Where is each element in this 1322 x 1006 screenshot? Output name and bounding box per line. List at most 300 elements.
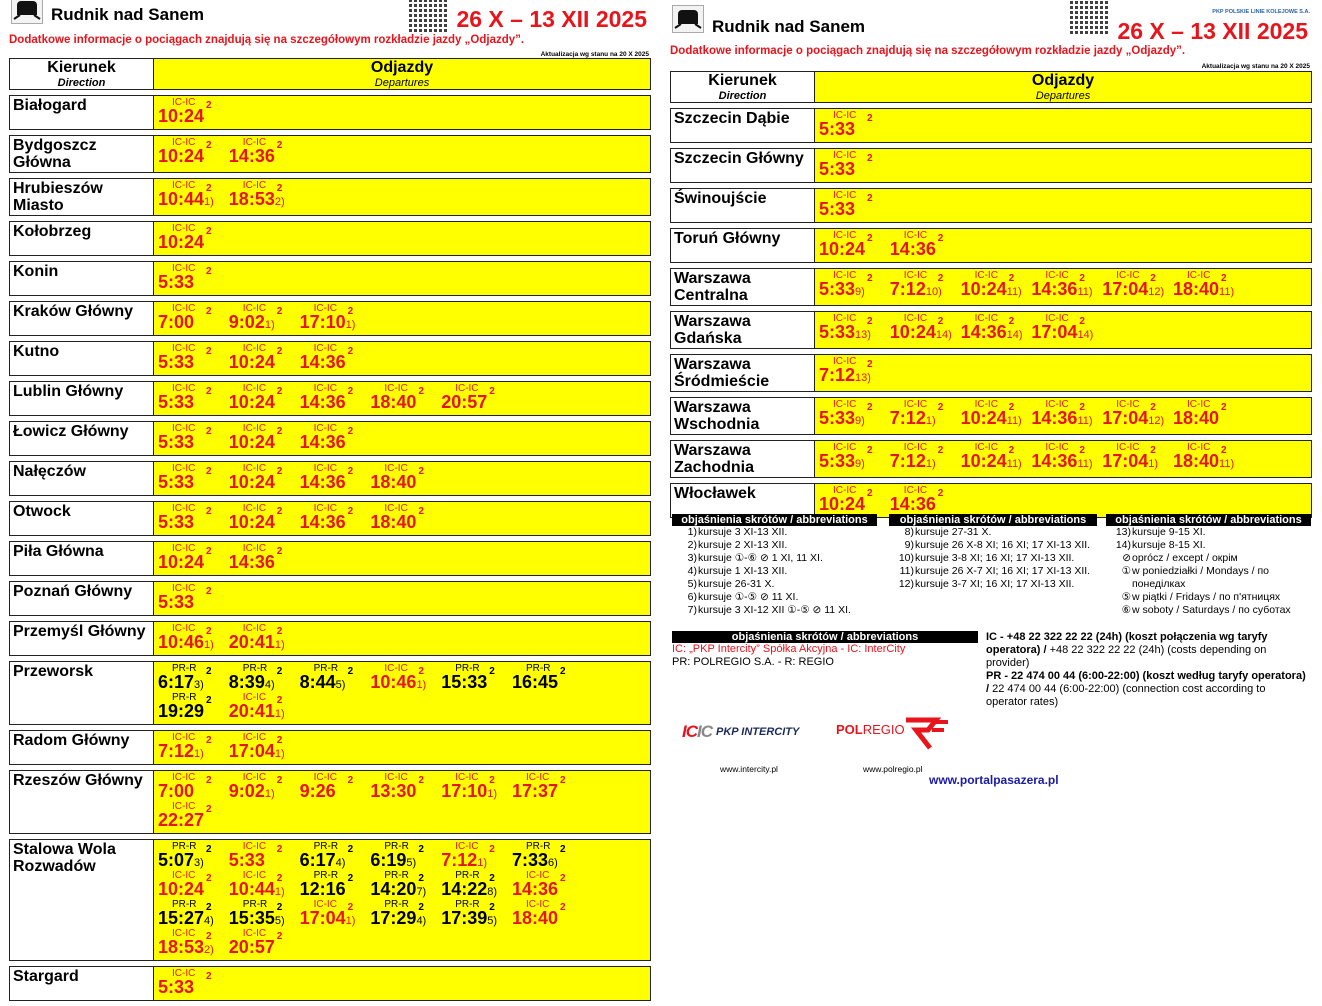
travel-class: 2 bbox=[1220, 445, 1227, 456]
train-operator-category: IC-IC bbox=[525, 899, 550, 910]
train-operator-category: IC-IC bbox=[242, 772, 267, 783]
abbreviation-key: 9) bbox=[904, 539, 914, 551]
departure-entry bbox=[228, 544, 299, 573]
time-value: 14:36 bbox=[299, 352, 346, 372]
travel-class: 2 bbox=[206, 386, 212, 397]
time-value: 13:30 bbox=[370, 781, 417, 801]
travel-class: 2 bbox=[418, 844, 424, 855]
travel-class: 2 bbox=[206, 226, 212, 237]
time-value: 15:33 bbox=[441, 672, 488, 692]
departure-time bbox=[300, 353, 346, 375]
departure-entry bbox=[299, 464, 370, 493]
time-value: 7:12 bbox=[819, 365, 856, 385]
train-operator-category: IC-IC bbox=[833, 230, 857, 241]
travel-class: 2 bbox=[347, 775, 354, 786]
departure-entry bbox=[228, 693, 299, 722]
travel-class: 2 bbox=[276, 506, 283, 517]
departures-cell bbox=[815, 312, 1311, 348]
time-value: 17:10 bbox=[441, 781, 488, 801]
abbreviation-item bbox=[672, 539, 877, 552]
departure-time bbox=[158, 273, 194, 295]
abbreviations-title: objaśnienia skrótów / abbreviations bbox=[672, 631, 978, 643]
header bbox=[9, 0, 651, 58]
direction-name: Bydgoszcz Główna bbox=[10, 136, 154, 172]
direction-header bbox=[10, 59, 154, 89]
departure-time bbox=[158, 702, 204, 724]
table-row bbox=[9, 178, 651, 216]
time-value: 14:22 bbox=[441, 879, 488, 899]
train-operator-category: IC-IC bbox=[172, 383, 196, 394]
time-value: 10:24 bbox=[960, 279, 1007, 299]
travel-class: 2 bbox=[276, 902, 283, 913]
footnote-ref: 11) bbox=[1006, 286, 1022, 298]
time-value: 14:36 bbox=[1031, 451, 1078, 471]
departure-time bbox=[229, 938, 275, 960]
footnote-ref: 1) bbox=[925, 415, 936, 427]
table-row bbox=[670, 311, 1312, 349]
footnote-ref: 14) bbox=[1006, 329, 1023, 341]
departure-entry bbox=[157, 424, 228, 453]
time-value: 10:24 bbox=[158, 146, 205, 166]
travel-class: 2 bbox=[276, 735, 283, 746]
abbreviation-key: ① bbox=[1121, 565, 1131, 577]
departure-time bbox=[229, 147, 275, 169]
travel-class: 2 bbox=[559, 873, 566, 884]
abbreviation-key: 5) bbox=[687, 578, 697, 590]
validity-dates: 26 X – 13 XII 2025 bbox=[1117, 18, 1308, 44]
departure-time bbox=[370, 393, 416, 415]
departures-cell bbox=[154, 342, 650, 375]
departure-entry bbox=[157, 773, 228, 802]
time-value: 20:57 bbox=[228, 937, 275, 957]
train-operator-category: IC-IC bbox=[313, 503, 337, 514]
train-operator-category: IC-IC bbox=[313, 303, 337, 314]
table-row bbox=[9, 461, 651, 496]
travel-class: 2 bbox=[867, 113, 873, 124]
departure-entry bbox=[157, 584, 228, 613]
plk-logo: PKP POLSKIE LINIE KOLEJOWE S.A. bbox=[1212, 9, 1310, 15]
time-value: 5:33 bbox=[158, 472, 195, 492]
travel-class: 2 bbox=[559, 775, 566, 786]
departure-entry bbox=[818, 486, 889, 515]
time-value: 10:24 bbox=[960, 451, 1007, 471]
train-operator-category: IC-IC bbox=[1116, 270, 1140, 281]
departure-time bbox=[229, 353, 275, 375]
departure-entry bbox=[440, 900, 511, 929]
table-row bbox=[9, 95, 651, 130]
time-value: 5:33 bbox=[158, 432, 195, 452]
train-operator-category: PR-R bbox=[525, 841, 551, 852]
portal-pasazera-link[interactable]: www.portalpasazera.pl bbox=[929, 773, 1059, 787]
abbreviation-text: kursuje 26 X-7 XI; 16 XI; 17 XI-13 XII. bbox=[915, 565, 1091, 577]
travel-class: 2 bbox=[418, 775, 424, 786]
time-value: 10:24 bbox=[819, 494, 866, 514]
departure-entry bbox=[369, 664, 440, 693]
train-operator-category: IC-IC bbox=[903, 270, 928, 281]
abbreviation-text: kursuje 3 XI-13 XII. bbox=[698, 526, 788, 538]
departures-subtitle: Departures bbox=[1035, 90, 1091, 102]
departures-cell bbox=[154, 542, 650, 575]
time-value: 14:20 bbox=[370, 879, 417, 899]
train-operator-category: IC-IC bbox=[242, 423, 267, 434]
travel-class: 2 bbox=[937, 488, 944, 499]
travel-class: 2 bbox=[206, 844, 212, 855]
departure-time bbox=[158, 147, 204, 169]
travel-class: 2 bbox=[206, 140, 212, 151]
train-operator-category: IC-IC bbox=[172, 543, 196, 554]
time-value: 7:12 bbox=[889, 451, 926, 471]
train-operator-category: IC-IC bbox=[384, 503, 408, 514]
departure-time bbox=[300, 782, 336, 804]
departure-entry bbox=[1101, 271, 1172, 300]
train-operator-category: IC-IC bbox=[525, 870, 550, 881]
footnote-ref: 14) bbox=[1077, 329, 1094, 341]
direction-name: Warszawa Centralna bbox=[671, 269, 815, 305]
time-value: 5:07 bbox=[158, 850, 195, 870]
footnote-ref: 2) bbox=[204, 944, 214, 956]
abbreviation-key: 1) bbox=[687, 526, 697, 538]
travel-class: 2 bbox=[867, 273, 873, 284]
time-value: 7:12 bbox=[889, 408, 926, 428]
abbreviation-item bbox=[1106, 539, 1311, 552]
abbreviation-item bbox=[672, 591, 877, 604]
train-operator-category: IC-IC bbox=[833, 150, 857, 161]
departure-time bbox=[158, 233, 204, 255]
departure-entry bbox=[157, 544, 228, 573]
direction-name: Warszawa Gdańska bbox=[671, 312, 815, 348]
time-value: 5:33 bbox=[819, 451, 856, 471]
travel-class: 2 bbox=[206, 426, 212, 437]
travel-class: 2 bbox=[276, 546, 283, 557]
departure-entry bbox=[228, 304, 299, 333]
table-row bbox=[9, 730, 651, 765]
train-operator-category: IC-IC bbox=[172, 463, 196, 474]
time-value: 10:24 bbox=[228, 352, 275, 372]
travel-class: 2 bbox=[206, 666, 212, 677]
departure-entry bbox=[960, 314, 1031, 343]
time-value: 6:17 bbox=[158, 672, 195, 692]
footnote-ref: 9) bbox=[855, 415, 865, 427]
abbreviation-key: 10) bbox=[898, 552, 914, 564]
train-operator-category: IC-IC bbox=[974, 399, 998, 410]
time-value: 10:24 bbox=[228, 512, 275, 532]
abbreviation-key: ⑥ bbox=[1121, 604, 1131, 616]
table-row bbox=[9, 541, 651, 576]
travel-class: 2 bbox=[1008, 445, 1015, 456]
station-name: Rudnik nad Sanem bbox=[51, 5, 205, 24]
time-value: 10:24 bbox=[158, 106, 205, 126]
abbreviation-text: kursuje 26 X-8 XI; 16 XI; 17 XI-13 XII. bbox=[915, 539, 1091, 551]
table-row bbox=[670, 228, 1312, 263]
departure-time bbox=[229, 393, 275, 415]
travel-class: 2 bbox=[347, 666, 354, 677]
table-row bbox=[9, 221, 651, 256]
direction-name: Otwock bbox=[10, 502, 154, 535]
train-operator-category: IC-IC bbox=[1116, 399, 1140, 410]
departure-entry bbox=[157, 384, 228, 413]
departure-entry bbox=[157, 504, 228, 533]
travel-class: 2 bbox=[276, 844, 283, 855]
departure-time bbox=[158, 473, 194, 495]
departure-entry bbox=[889, 443, 960, 472]
table-row bbox=[670, 108, 1312, 143]
time-value: 18:40 bbox=[1172, 451, 1220, 471]
train-operator-category: PR-R bbox=[313, 841, 339, 852]
train-operator-category: IC-IC bbox=[525, 772, 550, 783]
departure-time bbox=[819, 160, 855, 182]
departure-entry bbox=[157, 181, 228, 210]
table-row bbox=[9, 261, 651, 296]
time-value: 14:36 bbox=[960, 322, 1007, 342]
departure-entry bbox=[228, 929, 299, 958]
departure-entry bbox=[1030, 443, 1101, 472]
travel-class: 2 bbox=[276, 466, 283, 477]
train-operator-category: IC-IC bbox=[833, 356, 857, 367]
departure-entry bbox=[369, 900, 440, 929]
departure-time bbox=[229, 313, 275, 335]
departure-time bbox=[890, 452, 936, 474]
footnote-ref: 7) bbox=[416, 886, 427, 898]
time-value: 18:40 bbox=[370, 512, 417, 532]
footnote-ref: 14) bbox=[935, 329, 952, 341]
operator-pr: PR: POLREGIO S.A. - R: REGIO bbox=[672, 656, 834, 668]
departure-entry bbox=[889, 231, 960, 260]
time-value: 7:12 bbox=[441, 850, 478, 870]
footnote-ref: 1) bbox=[925, 458, 936, 470]
time-value: 14:36 bbox=[299, 432, 346, 452]
table-row bbox=[670, 483, 1312, 518]
departure-time bbox=[890, 240, 936, 262]
time-value: 5:33 bbox=[158, 977, 195, 997]
footnote-ref: 4) bbox=[335, 857, 346, 869]
time-value: 10:24 bbox=[819, 239, 866, 259]
travel-class: 2 bbox=[418, 873, 424, 884]
departure-time bbox=[819, 323, 871, 345]
table-row bbox=[9, 839, 651, 961]
time-value: 22:27 bbox=[158, 810, 205, 830]
time-value: 5:33 bbox=[158, 592, 195, 612]
travel-class: 2 bbox=[867, 445, 873, 456]
direction-name: Przeworsk bbox=[10, 662, 154, 724]
travel-class: 2 bbox=[1079, 445, 1085, 456]
departure-entry bbox=[1172, 400, 1243, 429]
departure-entry bbox=[157, 138, 228, 167]
footnote-ref: 1) bbox=[416, 679, 427, 691]
travel-class: 2 bbox=[206, 546, 212, 557]
time-value: 17:37 bbox=[511, 781, 559, 801]
departure-time bbox=[229, 553, 275, 575]
travel-class: 2 bbox=[489, 873, 495, 884]
departures-cell bbox=[815, 189, 1311, 222]
abbreviation-item bbox=[1106, 552, 1311, 565]
direction-name: Kołobrzeg bbox=[10, 222, 154, 255]
footnote-ref: 13) bbox=[855, 372, 871, 384]
travel-class: 2 bbox=[206, 873, 212, 884]
direction-name: Piła Główna bbox=[10, 542, 154, 575]
table-row bbox=[670, 268, 1312, 306]
polregio-logo: POLREGIO bbox=[836, 722, 905, 737]
departure-entry bbox=[228, 504, 299, 533]
travel-class: 2 bbox=[276, 666, 283, 677]
abbreviation-item bbox=[889, 539, 1097, 552]
footnote-ref: 11) bbox=[1219, 458, 1235, 470]
abbreviation-item bbox=[672, 578, 877, 591]
departure-entry bbox=[157, 344, 228, 373]
abbreviation-item bbox=[889, 552, 1097, 565]
travel-class: 2 bbox=[276, 775, 283, 786]
footnote-ref: 5) bbox=[406, 857, 417, 869]
departure-entry bbox=[228, 624, 299, 653]
departures-cell bbox=[815, 355, 1311, 391]
train-operator-category: IC-IC bbox=[313, 772, 337, 783]
time-value: 10:24 bbox=[158, 552, 205, 572]
abbreviation-key: ⑤ bbox=[1121, 591, 1131, 603]
time-value: 14:36 bbox=[228, 146, 275, 166]
train-operator-category: IC-IC bbox=[313, 383, 337, 394]
travel-class: 2 bbox=[867, 488, 873, 499]
time-value: 14:36 bbox=[299, 512, 346, 532]
time-value: 14:36 bbox=[889, 494, 936, 514]
polregio-link[interactable]: www.polregio.pl bbox=[863, 764, 923, 774]
departure-entry bbox=[818, 191, 889, 220]
departures-cell bbox=[815, 229, 1311, 262]
direction-name: Kutno bbox=[10, 342, 154, 375]
departures-cell bbox=[154, 302, 650, 335]
departure-entry bbox=[228, 664, 299, 693]
travel-class: 2 bbox=[867, 233, 873, 244]
departures-cell bbox=[154, 96, 650, 129]
time-value: 17:39 bbox=[441, 908, 488, 928]
abbreviation-item bbox=[1106, 526, 1311, 539]
qr-code bbox=[409, 0, 447, 32]
train-operator-category: IC-IC bbox=[903, 313, 928, 324]
train-operator-category: IC-IC bbox=[455, 841, 479, 852]
departure-entry bbox=[1172, 443, 1243, 472]
departure-time bbox=[158, 433, 194, 455]
departure-entry bbox=[157, 304, 228, 333]
travel-class: 2 bbox=[559, 844, 566, 855]
time-value: 18:40 bbox=[1172, 279, 1220, 299]
departures-cell bbox=[815, 484, 1311, 517]
train-operator-category: IC-IC bbox=[242, 343, 267, 354]
train-operator-category: IC-IC bbox=[384, 663, 408, 674]
abbreviation-text: w soboty / Saturdays / по суботах bbox=[1132, 604, 1291, 616]
departure-entry bbox=[440, 871, 511, 900]
travel-class: 2 bbox=[206, 100, 212, 111]
departure-entry bbox=[369, 464, 440, 493]
departure-entry bbox=[299, 842, 370, 871]
train-operator-category: IC-IC bbox=[172, 503, 196, 514]
departure-entry bbox=[369, 384, 440, 413]
time-value: 18:40 bbox=[370, 472, 417, 492]
departure-time bbox=[158, 313, 194, 335]
departure-entry bbox=[818, 111, 889, 140]
train-operator-category: PR-R bbox=[525, 663, 551, 674]
abbreviation-key: 4) bbox=[687, 565, 697, 577]
departure-entry bbox=[157, 969, 228, 998]
departures-cell bbox=[154, 462, 650, 495]
travel-class: 2 bbox=[206, 506, 212, 517]
train-operator-category: IC-IC bbox=[833, 442, 857, 453]
departure-entry bbox=[299, 773, 370, 802]
table-header-row bbox=[670, 71, 1312, 103]
travel-class: 2 bbox=[1150, 445, 1156, 456]
travel-class: 2 bbox=[489, 666, 495, 677]
direction-name: Nałęczów bbox=[10, 462, 154, 495]
departure-time bbox=[1173, 409, 1219, 431]
time-value: 17:10 bbox=[299, 312, 346, 332]
time-value: 20:57 bbox=[441, 392, 488, 412]
departure-time bbox=[512, 782, 558, 804]
travel-class: 2 bbox=[937, 273, 944, 284]
ic-contact-en: +48 22 322 22 22 (24h) (costs depending on provider) bbox=[986, 644, 1267, 669]
train-operator-category: IC-IC bbox=[384, 383, 408, 394]
time-value: 5:33 bbox=[158, 272, 195, 292]
time-value: 10:24 bbox=[228, 392, 275, 412]
departures-header bbox=[154, 59, 650, 89]
table-row bbox=[670, 440, 1312, 478]
table-row bbox=[9, 501, 651, 536]
validity-dates: 26 X – 13 XII 2025 bbox=[456, 6, 647, 32]
travel-class: 2 bbox=[347, 346, 354, 357]
abbreviation-item bbox=[889, 526, 1097, 539]
footnote-ref: 11) bbox=[1077, 286, 1093, 298]
intercity-link[interactable]: www.intercity.pl bbox=[720, 764, 778, 774]
travel-class: 2 bbox=[347, 466, 354, 477]
train-operator-category: IC-IC bbox=[974, 442, 998, 453]
travel-class: 2 bbox=[867, 193, 873, 204]
travel-class: 2 bbox=[276, 306, 283, 317]
departure-entry bbox=[228, 842, 299, 871]
table-row bbox=[9, 770, 651, 834]
travel-class: 2 bbox=[206, 626, 212, 637]
departure-entry bbox=[818, 443, 889, 472]
departure-time bbox=[300, 473, 346, 495]
travel-class: 2 bbox=[206, 775, 212, 786]
abbreviation-text: w piątki / Fridays / по п'ятницях bbox=[1132, 591, 1281, 603]
travel-class: 2 bbox=[1008, 402, 1015, 413]
abbreviations-title: objaśnienia skrótów / abbreviations bbox=[672, 514, 877, 526]
departure-time bbox=[229, 513, 275, 535]
departure-entry bbox=[440, 384, 511, 413]
table-row bbox=[9, 341, 651, 376]
abbreviation-text: kursuje 3-7 XI; 16 XI; 17 XI-13 XII. bbox=[915, 578, 1075, 590]
departure-entry bbox=[157, 871, 228, 900]
time-value: 10:46 bbox=[158, 632, 205, 652]
time-value: 7:00 bbox=[158, 312, 195, 332]
departure-time bbox=[441, 393, 487, 415]
departure-time bbox=[300, 673, 346, 695]
train-operator-category: PR-R bbox=[384, 870, 409, 881]
time-value: 8:39 bbox=[228, 672, 265, 692]
abbreviation-item bbox=[1106, 604, 1311, 617]
table-row bbox=[9, 381, 651, 416]
train-operator-category: IC-IC bbox=[455, 383, 479, 394]
travel-class: 2 bbox=[1150, 402, 1156, 413]
travel-class: 2 bbox=[489, 775, 495, 786]
time-value: 14:36 bbox=[511, 879, 559, 899]
footnote-ref: 1) bbox=[204, 639, 214, 651]
travel-class: 2 bbox=[937, 445, 944, 456]
abbreviation-key: 11) bbox=[899, 565, 914, 577]
train-operator-category: IC-IC bbox=[172, 928, 196, 939]
abbreviations-col-2 bbox=[889, 514, 1097, 591]
train-operator-category: IC-IC bbox=[172, 343, 196, 354]
departure-entry bbox=[369, 504, 440, 533]
departure-entry bbox=[889, 314, 960, 343]
abbreviation-key: 13) bbox=[1115, 526, 1131, 538]
departures-title: Odjazdy bbox=[1031, 72, 1095, 89]
